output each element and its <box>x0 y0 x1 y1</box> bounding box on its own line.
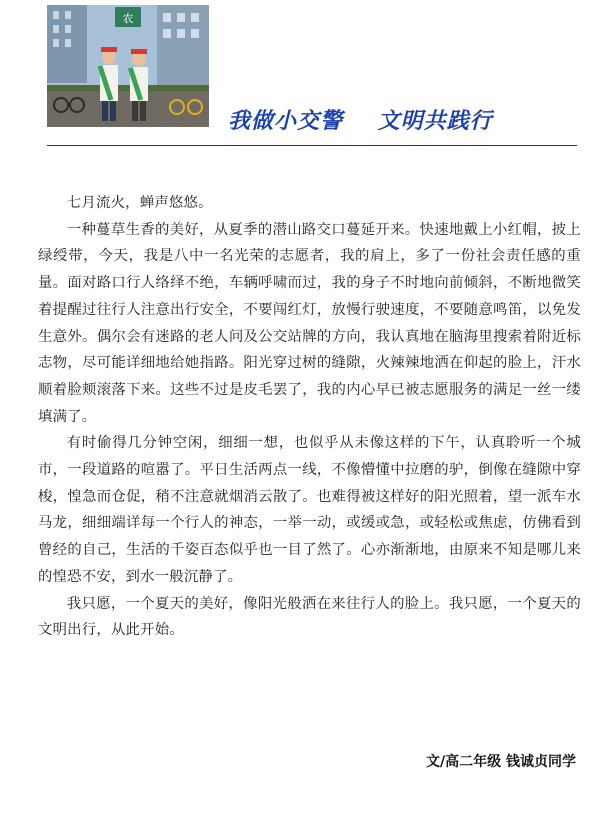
article-body <box>38 190 581 644</box>
article-paragraph: 我只愿，一个夏天的美好，像阳光般洒在来往行人的脸上。我只愿，一个夏天的文明出行，从此开始。 <box>38 595 581 639</box>
bank-sign-text: 农 <box>122 12 134 25</box>
article-paragraph: 七月流火，蝉声悠悠。 <box>66 195 213 211</box>
volunteer-photo <box>47 5 209 127</box>
article-paragraph: 一种蔓草生香的美好，从夏季的潜山路交口蔓延开来。快速地戴上小红帽，披上绿绶带，今天，我是八中一名光荣的志愿者，我的肩上，多了一份社会责任感的重量。面对路口行人络绎不绝，车辆呼啸而过，我的身子不时地向前倾斜，不断地微笑着提醒过往行人注意出行安全，不要闯红灯，放慢行驶速度，不要随意鸣笛，以免发生意外。偶尔会有迷路的老人问及公交站牌的方向，我认真地在脑海里搜索着附近标志物，尽可能详细地给她指路。阳光穿过树的缝隙，火辣辣地洒在仰起的脸上，汗水顺着脸颊滚落下来。这些不过是皮毛罢了，我的内心早已被志愿服务的满足一丝一缕填满了。 <box>38 221 581 425</box>
article-paragraph: 有时偷得几分钟空闲，细细一想，也似乎从未像这样的下午，认真聆听一个城市，一段道路的喧嚣了。平日生活两点一线，不像懵懂中拉磨的驴，倒像在缝隙中穿梭，惶急而仓促，稍不注意就烟消云散了。也难得被这样好的阳光照着，望一派车水马龙，细细端详每一个行人的神态，一举一动，或缓或急，或轻松或焦虑，仿佛看到曾经的自己，生活的千姿百态似乎也一目了然了。心亦渐渐地，由原来不知是哪儿来的惶恐不安，到水一般沉静了。 <box>38 435 581 585</box>
headline: 我做小交警 文明共践行 <box>228 109 493 134</box>
header-divider <box>47 145 577 146</box>
author-byline: 文/高二年级 钱诚贞同学 <box>426 754 576 770</box>
